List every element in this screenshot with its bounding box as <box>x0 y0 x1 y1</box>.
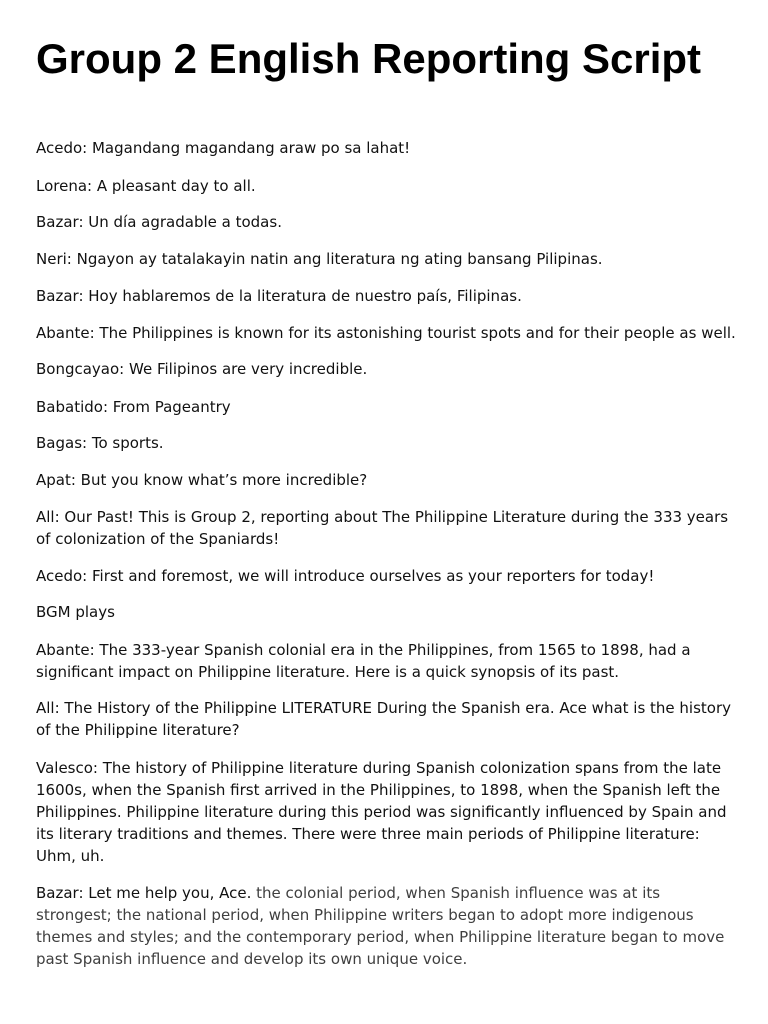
script-line: Babatido: From Pageantry <box>36 398 231 416</box>
script-line: Abante: The Philippines is known for its astonishing tourist spots and for their people as well. <box>36 324 736 342</box>
script-line-continuation: the colonial period, when Spanish influence was at its strongest; the national period, when Philippine writers began to adopt more indigenous themes and styles; and the contemporary period, when Philippine literature began to move past Spanish influence and develop its own unique voice. <box>36 884 725 968</box>
script-line: Abante: The 333-year Spanish colonial era in the Philippines, from 1565 to 1898, had a significant impact on Philippine literature. Here is a quick synopsis of its past. <box>36 641 691 681</box>
script-line: All: Our Past! This is Group 2, reporting about The Philippine Literature during the 333 years of colonization of the Spaniards! <box>36 508 729 548</box>
script-line: Lorena: A pleasant day to all. <box>36 177 256 195</box>
script-line: Bagas: To sports. <box>36 434 164 452</box>
script-line: BGM plays <box>36 603 115 621</box>
script-line-lead: Bazar: Let me help you, Ace. <box>36 884 252 902</box>
script-line: Bazar: Un día agradable a todas. <box>36 213 282 231</box>
script-line: Acedo: Magandang magandang araw po sa lahat! <box>36 139 411 157</box>
script-line: All: The History of the Philippine LITERATURE During the Spanish era. Ace what is the history of the Philippine literature? <box>36 699 732 739</box>
script-line: Valesco: The history of Philippine literature during Spanish colonization spans from the late 1600s, when the Spanish first arrived in the Philippines, to 1898, when the Spanish left the Philippines. Philippine literature during this period was significantly influenced by Spain and its literary traditions and themes. There were three main periods of Philippine literature: Uhm, uh. <box>36 759 727 865</box>
script-line: Bongcayao: We Filipinos are very incredible. <box>36 360 368 378</box>
script-line: Neri: Ngayon ay tatalakayin natin ang literatura ng ating bansang Pilipinas. <box>36 250 603 268</box>
document-title: Group 2 English Reporting Script <box>36 35 702 82</box>
script-line: Acedo: First and foremost, we will introduce ourselves as your reporters for today! <box>36 567 655 585</box>
script-line: Bazar: Hoy hablaremos de la literatura de nuestro país, Filipinas. <box>36 287 522 305</box>
script-line: Apat: But you know what’s more incredible? <box>36 471 368 489</box>
script-line-last <box>36 882 736 970</box>
